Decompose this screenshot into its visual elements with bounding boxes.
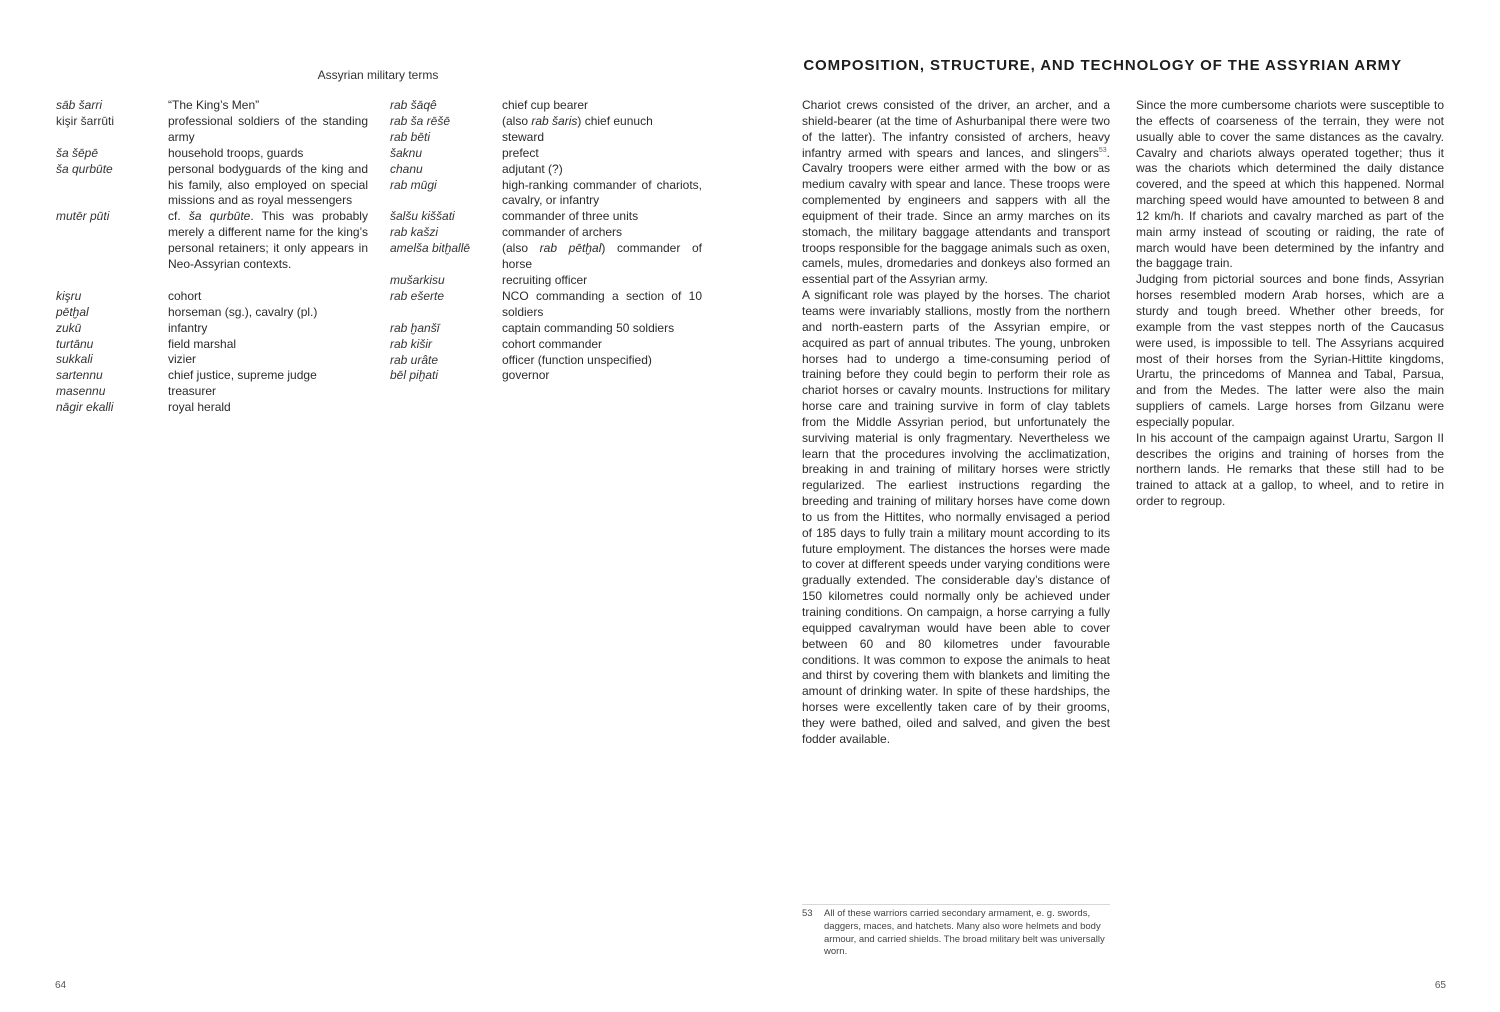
term-definition: chief cup bearer — [502, 98, 589, 112]
page-number: 64 — [55, 980, 67, 991]
term-row — [56, 146, 368, 162]
term-word: sukkali — [56, 352, 93, 367]
term-row — [390, 353, 702, 369]
term-row — [56, 289, 368, 305]
terms-list-left — [56, 98, 368, 416]
term-definition: infantry — [168, 320, 208, 335]
term-row — [390, 321, 702, 337]
text-column-2 — [1136, 98, 1444, 510]
right-page — [750, 0, 1500, 1012]
term-word: rab ḫanšī — [390, 320, 440, 335]
term-definition: household troops, guards — [168, 145, 304, 160]
term-word: rab urâte — [390, 352, 439, 367]
paragraph-text: . Cavalry troopers were either armed with the bow or as medium cavalry with spear and lance. These troops were complemented by engineers and sappers with all the equipment of their trade. Since an army marches on its stomach, the military baggage attendants and transport troops responsible for the baggage animals such as oxen, camels, mules, dromedaries and donkeys also formed an essential part of the Assyrian army. — [802, 145, 1110, 287]
term-definition: chief justice, supreme judge — [168, 368, 317, 383]
term-row — [56, 98, 368, 114]
term-word: sartennu — [56, 368, 103, 383]
definition-term: ša qurbūte — [188, 209, 251, 224]
term-definition: captain commanding 50 soldiers — [502, 320, 675, 335]
footnote — [802, 908, 1110, 959]
term-definition: cohort — [168, 288, 202, 303]
term-row — [390, 337, 702, 353]
table-title: Assyrian military terms — [317, 68, 439, 82]
text-column-1 — [802, 98, 1110, 748]
term-word: chanu — [390, 161, 423, 176]
definition-term: rab pētḫal — [539, 241, 602, 256]
chapter-title: COMPOSITION, STRUCTURE, AND TECHNOLOGY OF THE ASSYRIAN ARMY — [803, 57, 1402, 74]
term-definition: vizier — [168, 352, 197, 367]
definition-text: (also — [502, 241, 529, 256]
term-definition — [502, 114, 702, 130]
term-row — [56, 352, 368, 368]
term-word: rab kišir — [390, 336, 433, 351]
term-word: kişir šarrūti — [56, 113, 115, 128]
term-definition: commander of archers — [502, 225, 623, 240]
term-row — [56, 114, 368, 146]
term-word: mutēr pūti — [56, 209, 110, 224]
term-definition: treasurer — [168, 384, 217, 399]
term-word: rab ša rēšē — [390, 113, 451, 128]
term-row — [390, 98, 702, 114]
term-word: pētḫal — [56, 304, 89, 319]
term-row — [390, 146, 702, 162]
term-definition — [502, 241, 702, 273]
term-row — [390, 114, 702, 130]
term-row — [390, 178, 702, 210]
term-word: masennu — [56, 384, 106, 399]
term-row — [56, 368, 368, 384]
term-word: rab šāqê — [390, 98, 437, 112]
term-word: turtānu — [56, 336, 94, 351]
term-definition: NCO commanding a section of 10 soldiers — [502, 288, 702, 319]
definition-text: ) commander of horse — [502, 241, 703, 272]
term-row — [56, 321, 368, 337]
definition-text: . This was probably merely a different name for the king’s personal retainers; it only appears in Neo-Assyrian contexts. — [168, 209, 368, 272]
term-definition: royal herald — [168, 400, 231, 415]
term-definition: personal bodyguards of the king and his family, also employed on special missions and as royal messengers — [168, 161, 368, 208]
term-word: rab mūgi — [390, 177, 437, 192]
term-row — [390, 241, 702, 273]
term-definition: officer (function unspecified) — [502, 352, 652, 367]
term-word: rab kašzi — [390, 225, 439, 240]
term-row — [56, 384, 368, 400]
term-definition: prefect — [502, 145, 539, 160]
definition-term: rab šaris — [531, 113, 578, 128]
term-word: ša šēpē — [56, 145, 99, 160]
term-word: ša qurbūte — [56, 161, 113, 176]
term-row — [390, 289, 702, 321]
term-row — [56, 400, 368, 416]
definition-text: ) chief eunuch — [577, 113, 653, 128]
term-word: šalšu kiššati — [390, 209, 455, 224]
term-definition: “The King’s Men” — [168, 98, 260, 112]
paragraph: A significant role was played by the horses. The chariot teams were invariably stallions, mostly from the northern and north-eastern parts of the Assyrian empire, or acquired as part of annual tributes. The young, unbroken horses had to undergo a time-consuming period of training before they could begin to perform their role as chariot horses or cavalry mounts. Instructions for military horse care and training survive in form of clay tablets from the Middle Assyrian period, but unfortunately the surviving material is only fragmentary. Nevertheless we learn that the procedures involving the acclimatization, breaking in and training of military horses were strictly regularized. The earliest instructions regarding the breeding and training of military horses have come down to us from the Hittites, who normally envisaged a period of 185 days to fully train a military mount according to its future employment. The distances the horses were made to cover at different speeds under varying conditions were gradually extended. The considerable day’s distance of 150 kilometres could normally only be achieved under training conditions. On campaign, a horse carrying a fully equipped cavalryman would have been able to cover between 60 and 80 kilometres under favourable conditions. It was common to expose the animals to heat and thirst by covering them with blankets and limiting the amount of drinking water. In spite of these hardships, the horses were excellently taken care of by their grooms, they were bathed, oiled and salved, and given the best fodder available. — [802, 288, 1110, 746]
paragraph: Judging from pictorial sources and bone finds, Assyrian horses resembled modern Arab horses, which are a sturdy and tough breed. Whether other breeds, for example from the vast steppes north of the Caucasus were used, is impossible to tell. The Assyrians acquired most of their horses from the Syrian-Hittite kingdoms, Urartu, the princedoms of Mannea and Tabal, Parsua, and from the Medes. The latter were also the main suppliers of camels. Large horses from Gilzanu were especially popular. — [1136, 272, 1444, 429]
term-row — [390, 368, 702, 384]
term-row — [56, 305, 368, 321]
spacer — [56, 273, 368, 289]
term-word: mušarkisu — [390, 272, 445, 287]
term-word: bēl piḫati — [390, 368, 439, 383]
term-word: šaknu — [390, 145, 423, 160]
page-number: 65 — [1434, 980, 1446, 991]
term-word: rab bēti — [390, 129, 431, 144]
term-definition: field marshal — [168, 336, 237, 351]
paragraph: Since the more cumbersome chariots were susceptible to the effects of coarseness of the terrain, they were not usually able to cover the same distances as the cavalry. Cavalry and chariots always operated together; thus it was the chariots which determined the daily distance covered, and the speed at which this happened. Normal marching speed would have amounted to between 8 and 12 km/h. If chariots and cavalry marched as part of the main army instead of scouting or raiding, the rate of march would have been determined by the infantry and the baggage train. — [1136, 98, 1444, 271]
footnote-number: 53 — [802, 908, 813, 919]
term-definition: steward — [502, 129, 545, 144]
term-row — [390, 273, 702, 289]
term-definition: governor — [502, 368, 550, 383]
term-definition: adjutant (?) — [502, 161, 563, 176]
term-word: kişru — [56, 288, 82, 303]
term-definition: horseman (sg.), cavalry (pl.) — [168, 304, 318, 319]
footnote-reference: 53 — [1098, 146, 1107, 154]
term-definition: professional soldiers of the standing army — [168, 113, 368, 144]
term-row — [56, 162, 368, 210]
term-word: nāgir ekalli — [56, 400, 114, 415]
term-row — [390, 209, 702, 225]
terms-list-right — [390, 98, 702, 384]
footnote-divider — [802, 904, 1110, 905]
definition-text: cf. — [168, 209, 181, 224]
paragraph: In his account of the campaign against Urartu, Sargon II describes the origins and training of horses from the northern lands. He remarks that these still had to be trained to attack at a gallop, to wheel, and to retire in order to regroup. — [1136, 430, 1444, 509]
term-definition: commander of three units — [502, 209, 639, 224]
term-row — [390, 162, 702, 178]
paragraph — [802, 98, 1110, 288]
term-word: amelša bitḫallē — [390, 241, 471, 256]
term-row — [56, 209, 368, 273]
term-definition: cohort commander — [502, 336, 603, 351]
term-word: sāb šarri — [56, 98, 103, 112]
term-definition: high-ranking commander of chariots, cavalry, or infantry — [502, 177, 702, 208]
term-row — [56, 337, 368, 353]
footnote-text: All of these warriors carried secondary armament, e. g. swords, daggers, maces, and hatchets. Many also wore helmets and body armour, and carried shields. The broad military belt was universally worn. — [824, 908, 1105, 958]
term-word: zukū — [56, 320, 82, 335]
definition-text: (also — [502, 113, 529, 128]
term-row — [390, 225, 702, 241]
term-definition: recruiting officer — [502, 272, 588, 287]
term-word: rab ešerte — [390, 288, 445, 303]
paragraph-text: Chariot crews consisted of the driver, an archer, and a shield-bearer (at the time of Ashurbanipal there were two of the latter). The infantry consisted of archers, heavy infantry armed with spears and lances, and slingers — [802, 98, 1110, 160]
term-definition — [168, 209, 368, 273]
term-row — [390, 130, 702, 146]
